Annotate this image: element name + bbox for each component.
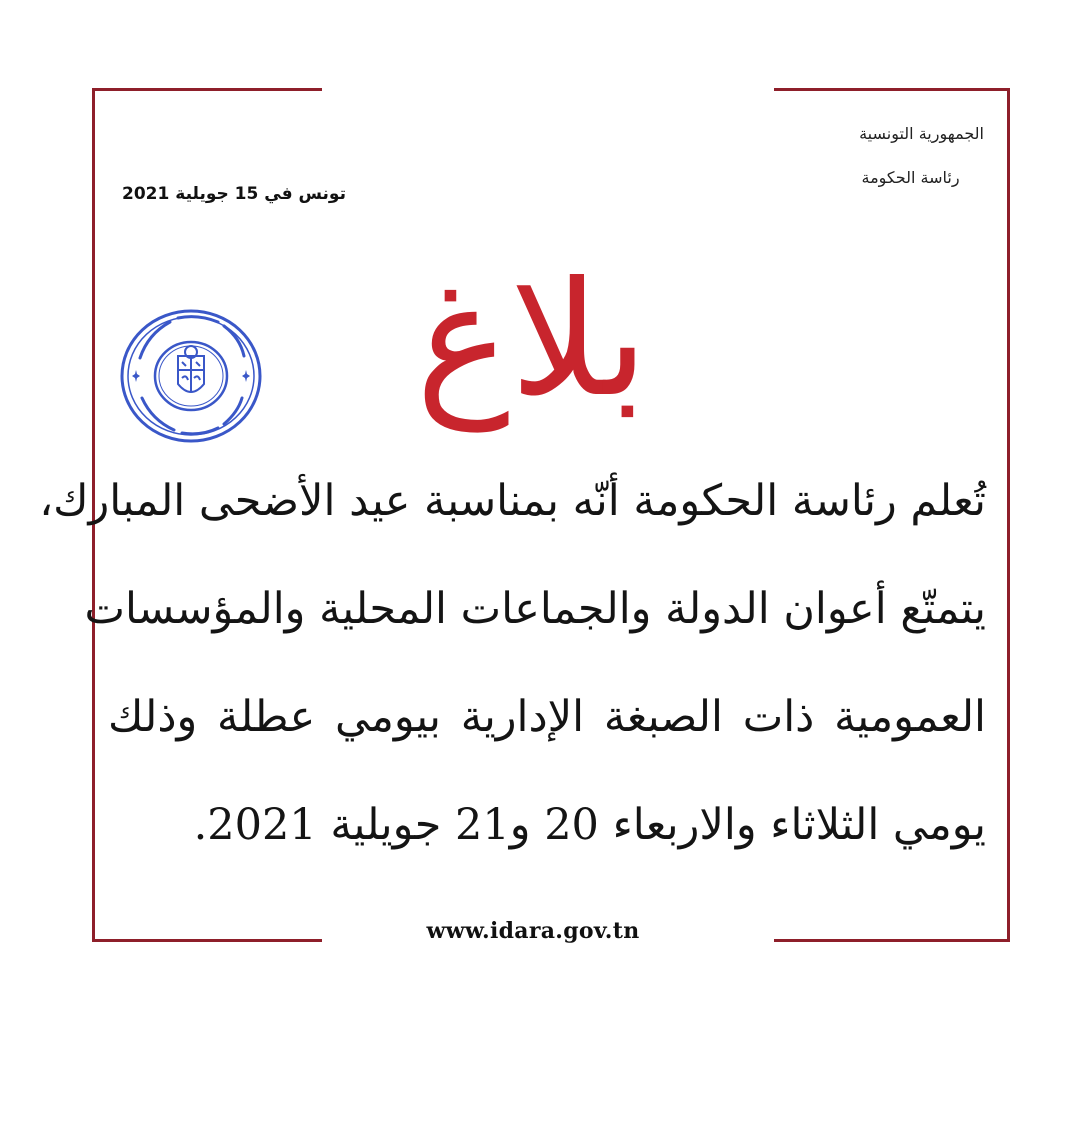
body-line-4: يومي الثلاثاء والاربعاء 20 و21 جويلية 2021.	[193, 800, 986, 850]
body-line-1: تُعلم رئاسة الحكومة أنّه بمناسبة عيد الأضحى المبارك،	[39, 476, 986, 526]
announcement-body	[39, 458, 986, 890]
body-line-2: يتمتّع أعوان الدولة والجماعات المحلية والمؤسسات	[84, 584, 986, 634]
letterhead	[859, 112, 984, 200]
frame-top-right	[774, 88, 1010, 91]
page-title: بلاغ	[415, 248, 649, 432]
office-name: رئاسة الحكومة	[861, 168, 960, 187]
frame-top-left	[92, 88, 322, 91]
frame-bottom-left	[92, 939, 322, 942]
government-seal-icon	[118, 306, 264, 446]
website-url: www.idara.gov.tn	[426, 918, 640, 944]
body-line-3: العمومية ذات الصبغة الإدارية بيومي عطلة وذلك	[108, 692, 986, 742]
frame-right	[1007, 88, 1010, 942]
country-name: الجمهورية التونسية	[859, 124, 984, 143]
frame-bottom-right	[774, 939, 1010, 942]
document-date: تونس في 15 جويلية 2021	[122, 184, 346, 204]
